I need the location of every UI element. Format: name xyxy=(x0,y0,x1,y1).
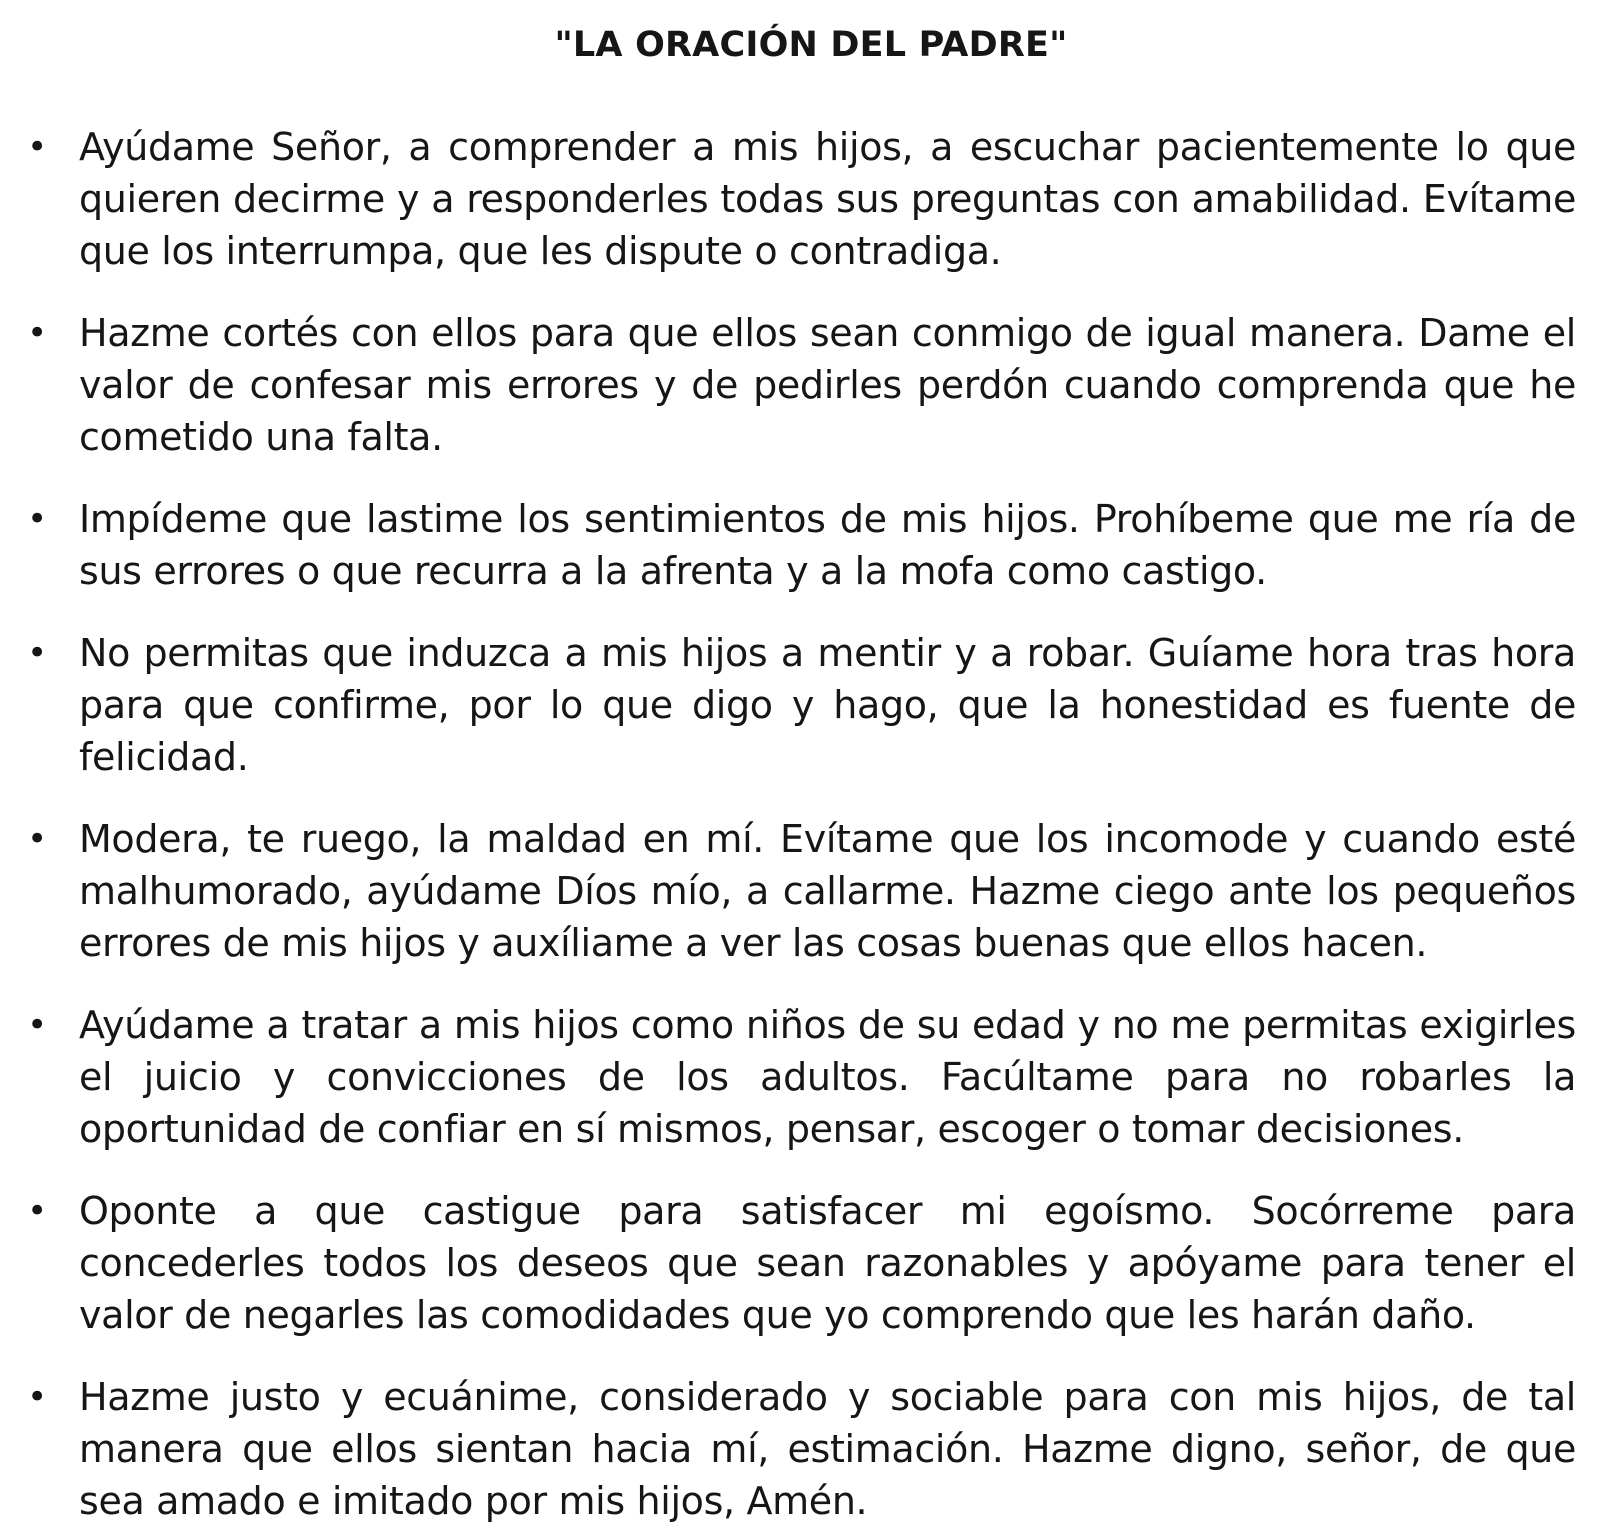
list-item xyxy=(20,813,1576,969)
paragraph-text: Oponte a que castigue para satisfacer mi egoísmo. Socórreme para concederles todos los deseos que sean razonables y apóyame para tener el valor de negarles las comodidades que yo comprendo que les harán daño. xyxy=(79,1189,1576,1337)
paragraph-text: Modera, te ruego, la maldad en mí. Evítame que los incomode y cuando esté malhumorado, ayúdame Díos mío, a callarme. Hazme ciego ante los pequeños errores de mis hijos y auxíliame a ver las cosas buenas que ellos hacen. xyxy=(79,817,1576,965)
paragraph-text: Impídeme que lastime los sentimientos de mis hijos. Prohíbeme que me ría de sus errores o que recurra a la afrenta y a la mofa como castigo. xyxy=(79,497,1576,593)
bullet-icon: • xyxy=(27,633,47,673)
paragraph-text: Ayúdame a tratar a mis hijos como niños de su edad y no me permitas exigirles el juicio y convicciones de los adultos. Facúltame para no robarles la oportunidad de confiar en sí mismos, pensar, escoger o tomar decisiones. xyxy=(79,1003,1576,1151)
list-item xyxy=(20,121,1576,277)
bullet-icon: • xyxy=(27,1377,47,1417)
list-item xyxy=(20,1371,1576,1527)
list-item xyxy=(20,999,1576,1155)
paragraph-text: Hazme cortés con ellos para que ellos sean conmigo de igual manera. Dame el valor de confesar mis errores y de pedirles perdón cuando comprenda que he cometido una falta. xyxy=(79,311,1576,459)
bullet-icon: • xyxy=(27,499,47,539)
list-item xyxy=(20,307,1576,463)
bullet-icon: • xyxy=(27,1005,47,1045)
document-title: "LA ORACIÓN DEL PADRE" xyxy=(554,25,1068,65)
paragraph-text: No permitas que induzca a mis hijos a mentir y a robar. Guíame hora tras hora para que confirme, por lo que digo y hago, que la honestidad es fuente de felicidad. xyxy=(79,631,1576,779)
list-item xyxy=(20,493,1576,597)
list-item xyxy=(20,1185,1576,1341)
bullet-icon: • xyxy=(27,127,47,167)
paragraph-text: Hazme justo y ecuánime, considerado y sociable para con mis hijos, de tal manera que ellos sientan hacia mí, estimación. Hazme digno, señor, de que sea amado e imitado por mis hijos, Amén. xyxy=(79,1375,1576,1523)
paragraph-text: Ayúdame Señor, a comprender a mis hijos, a escuchar pacientemente lo que quieren decirme y a responderles todas sus preguntas con amabilidad. Evítame que los interrumpa, que les dispute o contradiga. xyxy=(79,125,1576,273)
bullet-icon: • xyxy=(27,1191,47,1231)
prayer-list xyxy=(20,121,1576,1527)
bullet-icon: • xyxy=(27,313,47,353)
list-item xyxy=(20,627,1576,783)
bullet-icon: • xyxy=(27,819,47,859)
